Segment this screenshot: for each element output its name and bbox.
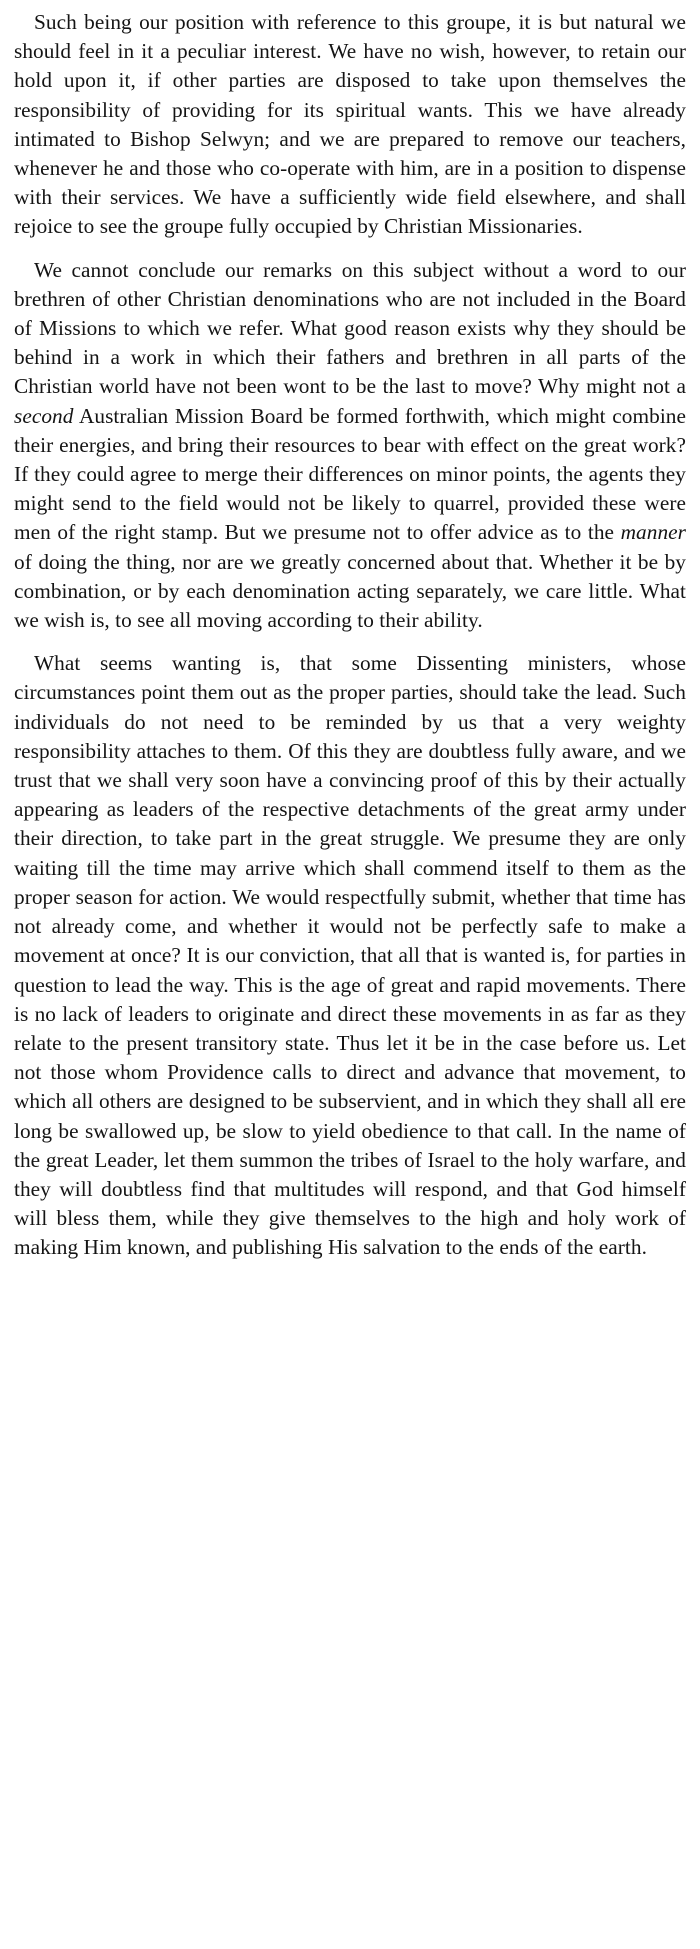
paragraph-text: Such being our position with reference to this groupe, it is but natural we should feel in it a peculiar interest. We have no wish, however, to retain our hold upon it, if other parties are disposed to take upon themselves the responsibility of providing for its spiritual wants. This we have already intimated to Bishop Selwyn; and we are prepared to remove our teachers, whenever he and those who co-operate with him, are in a position to dispense with their services. We have a sufficiently wide field elsewhere, and shall rejoice to see the groupe fully occupied by Christian Missionaries. [14, 10, 686, 239]
paragraph-text: of doing the thing, nor are we greatly concerned about that. Whether it be by combination, or by each denomination acting separately, we care little. What we wish is, to see all moving according to their ability. [14, 549, 686, 633]
emphasis-manner: manner [620, 520, 686, 545]
paragraph-text: We cannot conclude our remarks on this subject without a word to our brethren of other Christian denominations who are not included in the Board of Missions to which we refer. What good reason exists why they should be behind in a work in which their fathers and brethren in all parts of the Christian world have not been wont to be the last to move? Why might not a [14, 257, 686, 399]
paragraph-text: Australian Mission Board be formed forthwith, which might combine their energies, and bring their resources to bear with effect on the great work? If they could agree to merge their differences on minor points, the agents they might send to the field would not be likely to quarrel, provided these were men of the right stamp. But we presume not to offer advice as to the [14, 403, 686, 545]
paragraph-other-denominations [14, 256, 686, 636]
paragraph-groupe-position [14, 8, 686, 242]
emphasis-second: second [14, 403, 74, 428]
paragraph-dissenting-ministers [14, 649, 686, 1262]
paragraph-text: What seems wanting is, that some Dissenting ministers, whose circumstances point them out as the proper parties, should take the lead. Such individuals do not need to be reminded by us that a very weighty responsibility attaches to them. Of this they are doubtless fully aware, and we trust that we shall very soon have a convincing proof of this by their actually appearing as leaders of the respective detachments of the great army under their direction, to take part in the great struggle. We presume they are only waiting till the time may arrive which shall commend itself to them as the proper season for action. We would respectfully submit, whether that time has not already come, and whether it would not be perfectly safe to make a movement at once? It is our conviction, that all that is wanted is, for parties in question to lead the way. This is the age of great and rapid movements. There is no lack of leaders to originate and direct these movements in as far as they relate to the present transitory state. Thus let it be in the case before us. Let not those whom Providence calls to direct and advance that movement, to which all others are designed to be subservient, and in which they shall all ere long be swallowed up, be slow to yield obedience to that call. In the name of the great Leader, let them summon the tribes of Israel to the holy warfare, and they will doubtless find that multitudes will respond, and that God himself will bless them, while they give themselves to the high and holy work of making Him known, and publishing His salvation to the ends of the earth. [14, 651, 686, 1260]
